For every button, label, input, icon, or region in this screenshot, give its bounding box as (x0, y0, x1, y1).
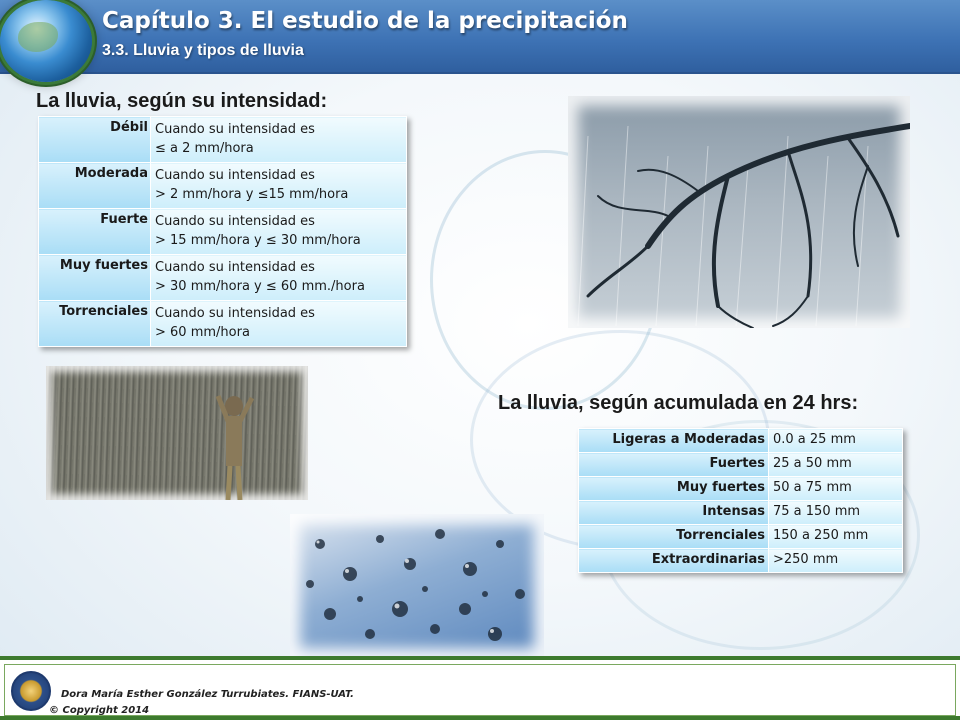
accumulated-label: Muy fuertes (579, 477, 769, 501)
table-row (579, 477, 903, 501)
intensity-value (151, 255, 407, 301)
slide-subtitle: 3.3. Lluvia y tipos de lluvia (102, 42, 304, 59)
footer-frame (4, 664, 956, 716)
footer-author: Dora María Esther González Turrubiates. FIANS-UAT. (61, 689, 354, 700)
table-row (39, 209, 407, 255)
table-row (579, 501, 903, 525)
table-row (579, 429, 903, 453)
rain-branches-photo (568, 96, 910, 328)
table-row (39, 301, 407, 347)
value-line: > 60 mm/hora (155, 325, 250, 340)
intensity-value (151, 301, 407, 347)
branches-illustration (568, 96, 910, 328)
accumulated-label: Extraordinarias (579, 549, 769, 573)
value-line: > 2 mm/hora y ≤15 mm/hora (155, 187, 349, 202)
intensity-table (38, 116, 407, 347)
table-row (39, 163, 407, 209)
value-line: Cuando su intensidad es (155, 306, 315, 321)
intensity-value (151, 163, 407, 209)
value-line: Cuando su intensidad es (155, 122, 315, 137)
accumulated-value: 0.0 a 25 mm (769, 429, 903, 453)
intensity-heading: La lluvia, según su intensidad: (36, 90, 328, 112)
value-line: Cuando su intensidad es (155, 168, 315, 183)
water-drops-illustration (290, 514, 544, 658)
accumulated-label: Fuertes (579, 453, 769, 477)
table-row (579, 525, 903, 549)
intensity-value (151, 209, 407, 255)
table-row (39, 255, 407, 301)
table-row (579, 549, 903, 573)
accumulated-value: 25 a 50 mm (769, 453, 903, 477)
person-in-rain-illustration (46, 366, 308, 500)
table-row (39, 117, 407, 163)
table-row (579, 453, 903, 477)
intensity-label: Débil (39, 117, 151, 163)
accumulated-value: >250 mm (769, 549, 903, 573)
university-seal-logo-icon (11, 671, 51, 711)
value-line: Cuando su intensidad es (155, 214, 315, 229)
value-line: > 30 mm/hora y ≤ 60 mm./hora (155, 279, 365, 294)
intensity-label: Moderada (39, 163, 151, 209)
accumulated-table (578, 428, 903, 573)
intensity-label: Torrenciales (39, 301, 151, 347)
value-line: ≤ a 2 mm/hora (155, 141, 254, 156)
slide-title: Capítulo 3. El estudio de la precipitación (102, 8, 628, 34)
accumulated-label: Ligeras a Moderadas (579, 429, 769, 453)
accumulated-label: Torrenciales (579, 525, 769, 549)
intensity-value (151, 117, 407, 163)
slide-header (0, 0, 960, 74)
value-line: Cuando su intensidad es (155, 260, 315, 275)
intensity-label: Muy fuertes (39, 255, 151, 301)
footer-copyright: © Copyright 2014 (49, 705, 150, 716)
slide-footer (0, 656, 960, 720)
globe-logo-icon (0, 0, 92, 82)
accumulated-value: 150 a 250 mm (769, 525, 903, 549)
value-line: > 15 mm/hora y ≤ 30 mm/hora (155, 233, 361, 248)
heavy-rain-photo (46, 366, 308, 500)
accumulated-value: 75 a 150 mm (769, 501, 903, 525)
accumulated-heading: La lluvia, según acumulada en 24 hrs: (498, 392, 859, 414)
intensity-label: Fuerte (39, 209, 151, 255)
water-drops-photo (290, 514, 544, 658)
accumulated-value: 50 a 75 mm (769, 477, 903, 501)
accumulated-label: Intensas (579, 501, 769, 525)
